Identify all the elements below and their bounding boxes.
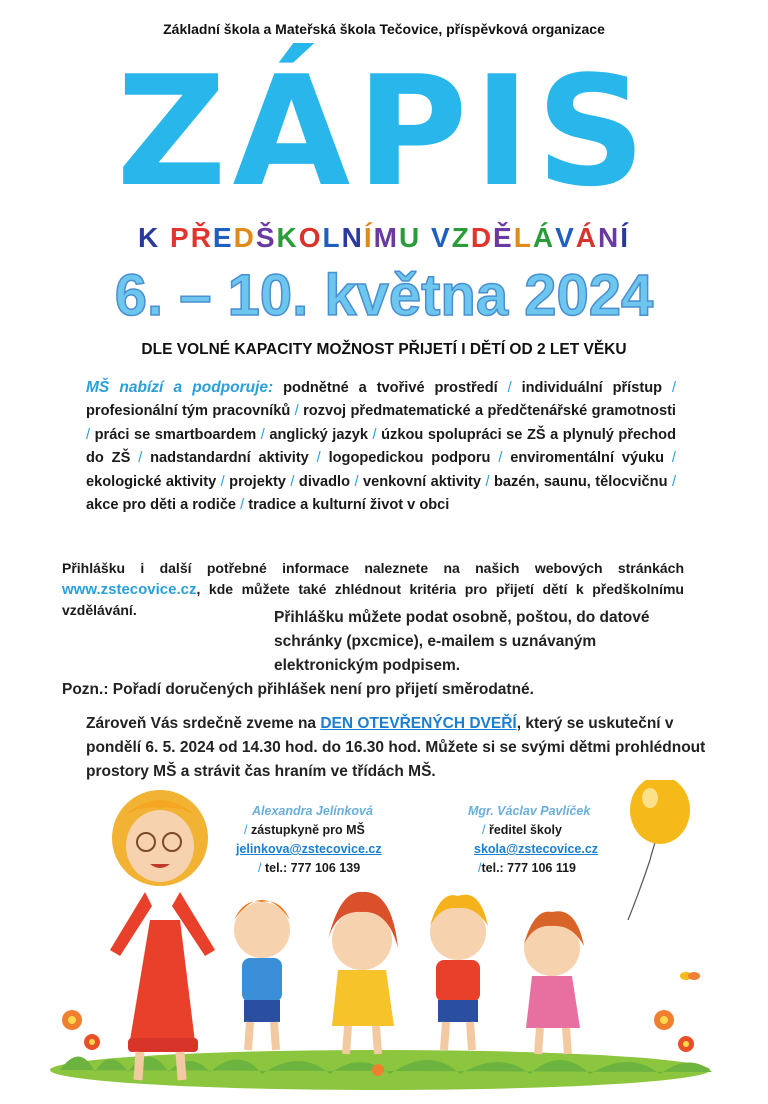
subtitle-letter: V: [431, 222, 452, 253]
offer-item: enviromentální výuku: [502, 450, 672, 467]
offer-item: podnětné a tvořivé prostředí: [283, 380, 508, 396]
offer-separator: /: [671, 380, 676, 396]
offer-items: [86, 380, 676, 513]
offer-separator: /: [290, 473, 295, 490]
offer-item: projekty: [224, 473, 291, 490]
subtitle-letter: Š: [255, 222, 277, 253]
subtitle-letter: K: [276, 222, 299, 253]
offer-separator: /: [485, 473, 490, 490]
child-3: [430, 895, 488, 1050]
subtitle-letter: N: [341, 222, 364, 253]
subtitle-letter: V: [555, 222, 576, 253]
offer-item: profesionální tým pracovníků: [86, 403, 295, 420]
subtitle-letter: O: [298, 222, 323, 253]
offer-item: divadlo: [294, 473, 355, 490]
application-text: Přihlášku i další potřebné informace naleznete na našich webových stránkách: [62, 560, 684, 576]
offer-separator: /: [138, 450, 143, 467]
subtitle-letter: M: [373, 222, 399, 253]
website-link[interactable]: www.zstecovice.cz: [62, 581, 197, 598]
teacher-figure: [110, 790, 215, 1080]
subtitle-letter: Í: [363, 222, 374, 253]
offer-separator: /: [240, 497, 245, 514]
offer-separator: /: [498, 450, 503, 467]
subtitle-letter: E: [212, 222, 234, 253]
butterfly: [680, 972, 700, 980]
open-day-after: , který se uskuteční v pondělí 6. 5. 2024 od 14.30 hod. do 16.30 hod. Můžete si se svými dětmi prohlédnout prostory MŠ a strávit čas hraním ve třídách MŠ.: [86, 715, 706, 780]
offer-item: anglický jazyk: [264, 426, 373, 443]
offer-separator: /: [86, 426, 91, 443]
contact-name: Alexandra Jelínková: [252, 804, 373, 818]
subtitle-letter: K: [137, 222, 161, 253]
application-submit-info: [62, 606, 702, 702]
offer-item: ekologické aktivity: [86, 473, 221, 490]
contact-name: Mgr. Václav Pavlíček: [468, 804, 591, 818]
offer-item: logopedickou podporu: [320, 450, 499, 467]
subtitle-letter: [421, 220, 431, 256]
subtitle-letter: D: [233, 222, 256, 253]
offer-separator: /: [294, 403, 299, 420]
open-day-before: Zároveň Vás srdečně zveme na: [86, 715, 321, 732]
application-note: Pozn.: Pořadí doručených přihlášek není pro přijetí směrodatné.: [62, 681, 534, 698]
contact-role: / zástupkyně pro MŠ: [244, 823, 365, 837]
offer-item: venkovní aktivity: [358, 473, 486, 490]
offer-separator: /: [507, 380, 512, 396]
subtitle-letter: D: [470, 222, 494, 253]
child-1: [234, 900, 290, 1050]
contact-phone: /tel.: 777 106 119: [478, 861, 577, 875]
enrollment-dates: 6. – 10. května 2024: [114, 263, 654, 328]
subtitle-letter: Í: [620, 222, 631, 253]
subtitle-letter: N: [598, 222, 621, 253]
submit-text: Přihlášku můžete podat osobně, poštou, do datové schránky (pxcmice), e-mailem s uznávaným elektronickým podpisem.: [274, 609, 650, 674]
offer-paragraph: [86, 376, 676, 517]
application-text-after: , kde můžete také zhlédnout kritéria pro přijetí dětí k předškolnímu vzdělávání.: [62, 581, 684, 618]
offer-item: práci se smartboardem: [90, 426, 261, 443]
offer-separator: /: [220, 473, 225, 490]
child-4: [524, 911, 584, 1054]
offer-item: bazén, saunu, tělocvičnu: [489, 473, 672, 490]
offer-item: úzkou spolupráci se ZŠ a plynulý přechod do ZŠ: [86, 426, 676, 467]
offer-separator: /: [316, 450, 321, 467]
organization-name: Základní škola a Mateřská škola Tečovice, příspěvková organizace: [163, 21, 605, 37]
offer-item: rozvoj předmatematické a předčtenářské gramotnosti: [298, 403, 676, 420]
open-day-paragraph: [86, 712, 706, 784]
offer-separator: /: [671, 473, 676, 490]
offer-separator: /: [671, 450, 676, 467]
balloon: [628, 780, 690, 920]
subtitle-letter: Z: [451, 222, 471, 253]
open-day-link[interactable]: DEN OTEVŘENÝCH DVEŘÍ: [320, 715, 517, 732]
capacity-note: DLE VOLNÉ KAPACITY MOŽNOST PŘIJETÍ I DĚTÍ OD 2 LET VĚKU: [141, 341, 627, 358]
subtitle-letter: Ě: [493, 222, 514, 253]
contact-phone: / tel.: 777 106 139: [258, 861, 361, 875]
children-illustration: [0, 780, 768, 1104]
subtitle-letter: L: [322, 222, 342, 253]
subtitle-letter: U: [399, 222, 422, 253]
offer-separator: /: [354, 473, 359, 490]
subtitle-letter: Ř: [190, 222, 213, 253]
subtitle-letter: [160, 220, 170, 256]
child-2: [328, 892, 398, 1054]
subtitle-letter: Á: [532, 222, 556, 253]
subtitle: [0, 220, 768, 256]
offer-item: nadstandardní aktivity: [142, 450, 317, 467]
offer-item: individuální přístup: [511, 380, 672, 396]
offer-item: akce pro děti a rodiče: [86, 497, 241, 514]
subtitle-letter: P: [170, 222, 191, 253]
main-title: ZÁPIS: [116, 43, 652, 220]
subtitle-letter: L: [513, 222, 533, 253]
contact-email[interactable]: jelinkova@zstecovice.cz: [236, 842, 382, 856]
offer-lead: MŠ nabízí a podporuje:: [86, 379, 274, 396]
contact-role: / ředitel školy: [482, 823, 562, 837]
offer-item: tradice a kulturní život v obci: [244, 497, 450, 514]
offer-separator: /: [260, 426, 265, 443]
contact-email[interactable]: skola@zstecovice.cz: [474, 842, 599, 856]
subtitle-letter: Á: [575, 222, 598, 253]
offer-separator: /: [372, 426, 377, 443]
